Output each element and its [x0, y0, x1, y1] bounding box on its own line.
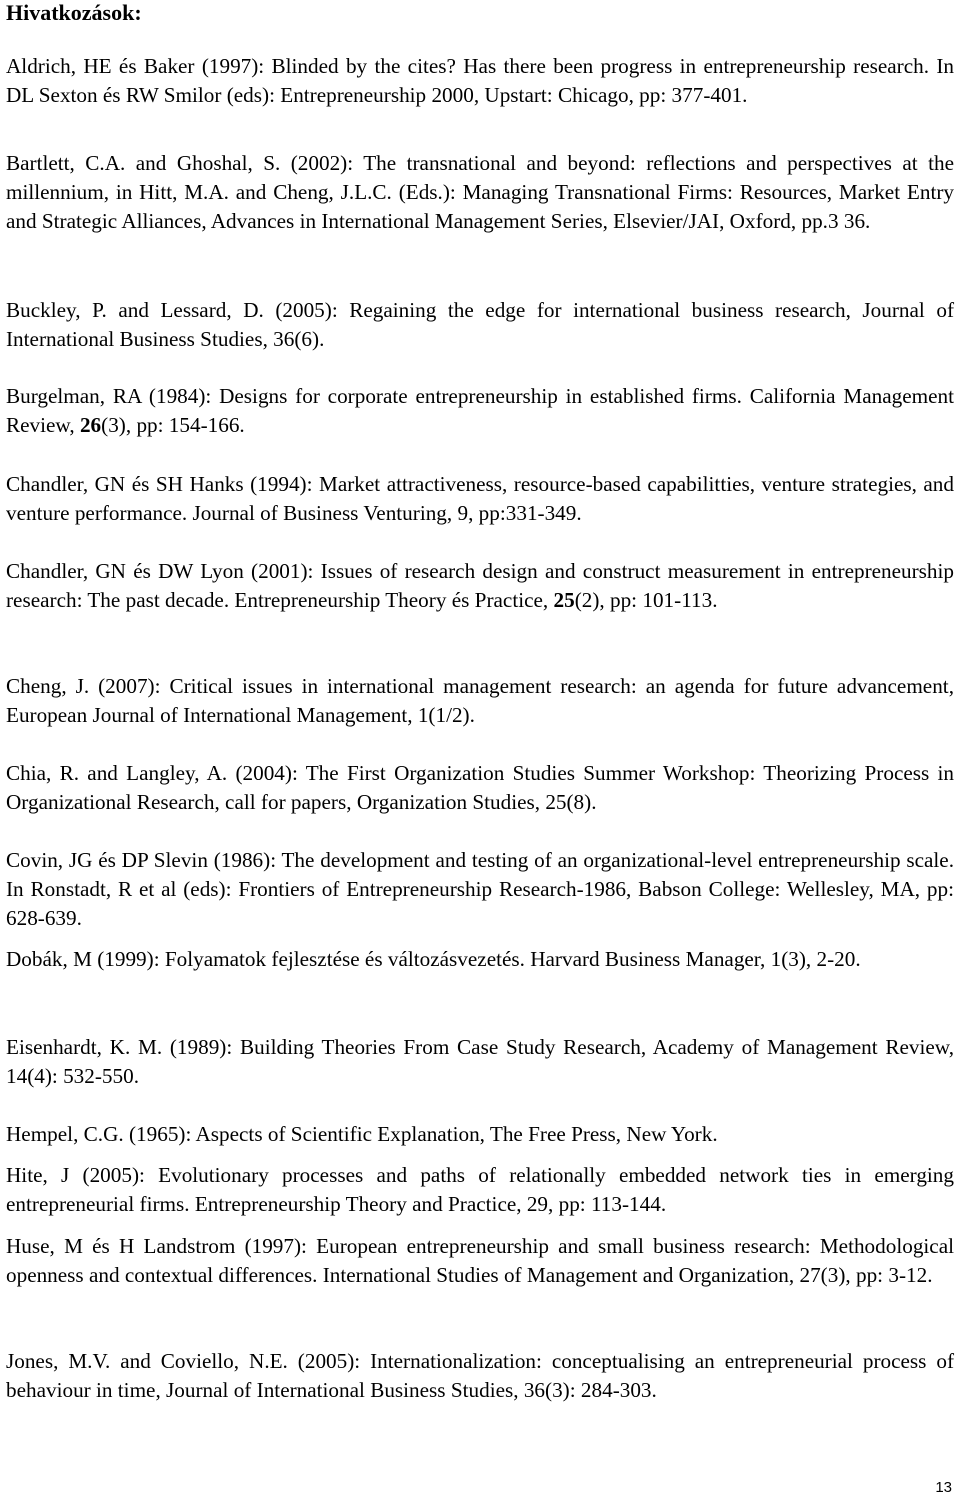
reference-item	[6, 557, 954, 615]
reference-text: Huse, M és H Landstrom (1997): European entrepreneurship and small business research: Methodological openness and contextual differences. International Studies of Management and Organization, 27(3), pp: 3-12.	[6, 1234, 954, 1287]
reference-volume: 25	[553, 588, 575, 612]
reference-text: Aldrich, HE és Baker (1997): Blinded by the cites? Has there been progress in entrepreneurship research. In DL Sexton és RW Smilor (eds): Entrepreneurship 2000, Upstart: Chicago, pp: 377-401.	[6, 54, 954, 107]
reference-volume: 26	[79, 413, 102, 437]
reference-item	[6, 1347, 954, 1405]
reference-item	[6, 1033, 954, 1091]
reference-item	[6, 759, 954, 817]
reference-text: Hite, J (2005): Evolutionary processes and paths of relationally embedded network ties in emerging entrepreneurial firms. Entrepreneurship Theory and Practice, 29, pp: 113-144.	[6, 1163, 954, 1216]
reference-item	[6, 1120, 954, 1149]
references-heading: Hivatkozások:	[6, 0, 142, 25]
reference-text: Buckley, P. and Lessard, D. (2005): Regaining the edge for international business research, Journal of International Business Studies, 36(6).	[6, 298, 954, 351]
reference-text: Chia, R. and Langley, A. (2004): The First Organization Studies Summer Workshop: Theorizing Process in Organizational Research, call for papers, Organization Studies, 25(8).	[6, 761, 954, 814]
reference-item	[6, 470, 954, 528]
reference-text: Dobák, M (1999): Folyamatok fejlesztése és változásvezetés. Harvard Business Manager, 1(3), 2-20.	[6, 947, 861, 971]
reference-item	[6, 846, 954, 933]
reference-text: (2), pp: 101-113.	[574, 588, 718, 612]
reference-item	[6, 149, 954, 236]
reference-text: Hempel, C.G. (1965): Aspects of Scientific Explanation, The Free Press, New York.	[6, 1122, 718, 1146]
reference-text: Cheng, J. (2007): Critical issues in international management research: an agenda for future advancement, European Journal of International Management, 1(1/2).	[6, 674, 954, 727]
reference-text: Covin, JG és DP Slevin (1986): The development and testing of an organizational-level entrepreneurship scale. In Ronstadt, R et al (eds): Frontiers of Entrepreneurship Research-1986, Babson College: Wellesley, MA, pp: 628-639.	[6, 848, 954, 930]
page-number: 13	[935, 1479, 952, 1496]
reference-text: Bartlett, C.A. and Ghoshal, S. (2002): The transnational and beyond: reflections and perspectives at the millennium, in Hitt, M.A. and Cheng, J.L.C. (Eds.): Managing Transnational Firms: Resources, Market Entry and Strategic Alliances, Advances in International Management Series, Elsevier/JAI, Oxford, pp.3 36.	[6, 151, 954, 233]
reference-item	[6, 382, 954, 440]
reference-text: Chandler, GN és SH Hanks (1994): Market attractiveness, resource-based capabilitties, venture strategies, and venture performance. Journal of Business Venturing, 9, pp:331-349.	[6, 472, 954, 525]
reference-item	[6, 1161, 954, 1219]
reference-item	[6, 296, 954, 354]
reference-text: Jones, M.V. and Coviello, N.E. (2005): Internationalization: conceptualising an entrepreneurial process of behaviour in time, Journal of International Business Studies, 36(3): 284-303.	[6, 1349, 954, 1402]
reference-text: Chandler, GN és DW Lyon (2001): Issues of research design and construct measurement in entrepreneurship research: The past decade. Entrepreneurship Theory és Practice,	[6, 559, 954, 612]
reference-item	[6, 1232, 954, 1290]
reference-item	[6, 945, 954, 974]
reference-text: Eisenhardt, K. M. (1989): Building Theories From Case Study Research, Academy of Management Review, 14(4): 532-550.	[6, 1035, 954, 1088]
reference-item	[6, 672, 954, 730]
reference-item	[6, 52, 954, 110]
reference-text: Burgelman, RA (1984): Designs for corporate entrepreneurship in established firms. California Management Review,	[6, 384, 954, 437]
reference-text: (3), pp: 154-166.	[101, 413, 245, 437]
